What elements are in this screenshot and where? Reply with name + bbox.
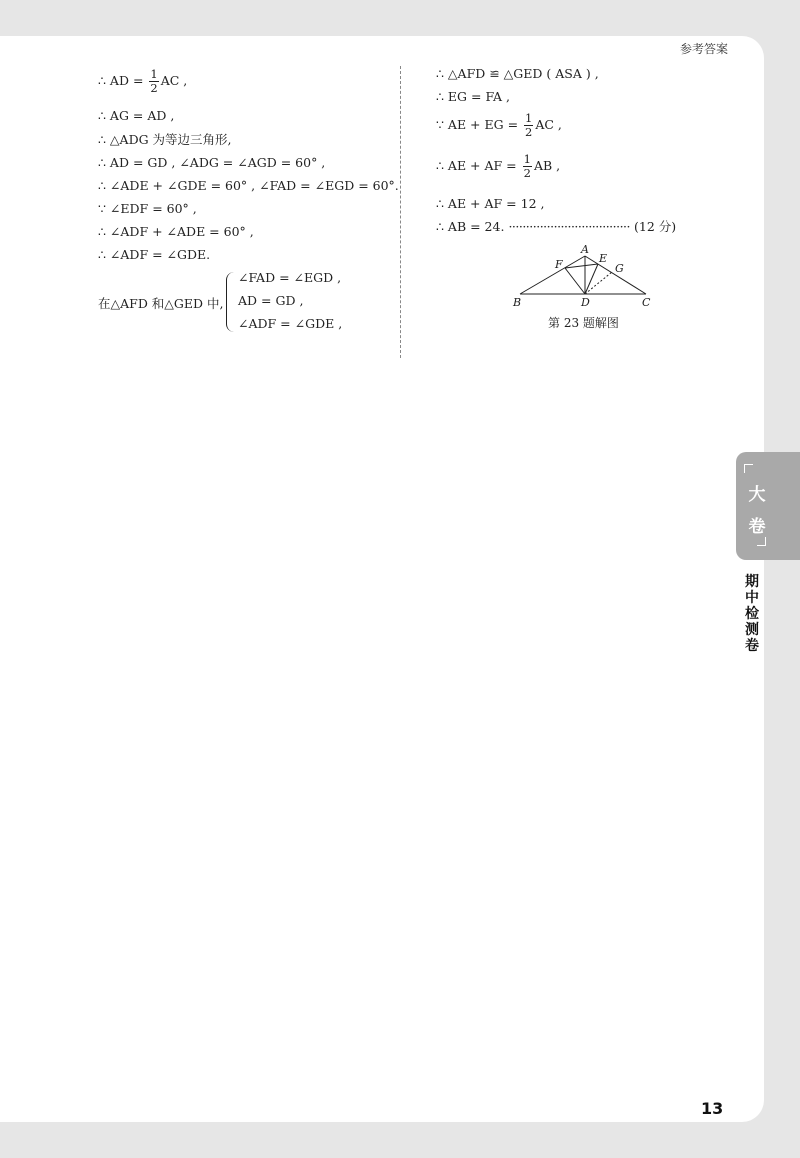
tab-corner-mark [744, 464, 753, 473]
system-condition-2: AD = GD , [238, 293, 304, 308]
proof-line-1-pre: ∴ AD = [98, 73, 148, 88]
proof-line-r6-text: ∴ AB = 24. [436, 219, 505, 234]
point-label-D: D [581, 296, 590, 309]
segment-BA [520, 256, 585, 294]
fraction-numerator: 1 [150, 67, 158, 81]
proof-line-8: ∴ ∠ADF = ∠GDE. [98, 247, 211, 262]
segment-FD [565, 268, 585, 294]
proof-line-r3 [436, 112, 562, 139]
fraction-half [149, 68, 158, 95]
proof-line-r6 [436, 219, 676, 235]
point-label-A: A [581, 243, 589, 256]
proof-line-4: ∴ AD = GD , ∠ADG = ∠AGD = 60° , [98, 155, 326, 170]
figure-caption: 第 23 题解图 [548, 316, 619, 330]
proof-line-r4-pre: ∴ AE + AF = [436, 158, 521, 173]
section-tab[interactable] [736, 452, 800, 560]
fraction-numerator: 1 [523, 152, 531, 166]
tab-corner-mark [757, 537, 766, 546]
proof-line-1 [98, 68, 187, 95]
point-label-F: F [555, 258, 563, 271]
tab-char-2: 卷 [748, 517, 766, 537]
proof-line-3: ∴ △ADG 为等边三角形, [98, 132, 232, 147]
proof-line-r5: ∴ AE + AF = 12 , [436, 196, 545, 211]
fraction-half [524, 112, 533, 139]
proof-line-5: ∴ ∠ADE + ∠GDE = 60° , ∠FAD = ∠EGD = 60°. [98, 178, 399, 193]
section-vertical-label: 期中检测卷 [745, 574, 759, 654]
score-label: (12 分) [634, 219, 677, 234]
header-label: 参考答案 [679, 42, 728, 56]
system-condition-1: ∠FAD = ∠EGD , [238, 270, 342, 285]
point-label-G: G [615, 262, 624, 275]
proof-line-r2: ∴ EG = FA , [436, 89, 511, 104]
proof-line-r4 [436, 153, 560, 180]
fraction-denominator: 2 [525, 125, 533, 139]
fraction-denominator: 2 [523, 166, 531, 180]
proof-line-r4-post: AB , [533, 158, 561, 173]
segment-ED [585, 264, 598, 294]
fraction-numerator: 1 [525, 111, 533, 125]
page-number: 13 [701, 1099, 724, 1118]
point-label-E: E [599, 252, 608, 265]
point-label-B: B [513, 296, 522, 309]
proof-line-7: ∴ ∠ADF + ∠ADE = 60° , [98, 224, 254, 239]
proof-line-1-post: AC , [160, 73, 188, 88]
fraction-half [523, 153, 532, 180]
proof-line-2: ∴ AG = AD , [98, 108, 175, 123]
geometry-figure [510, 242, 660, 314]
point-label-C: C [642, 296, 651, 309]
fraction-denominator: 2 [150, 81, 158, 95]
system-lead: 在△AFD 和△GED 中, [98, 296, 224, 311]
tab-char-1: 大 [748, 485, 766, 505]
proof-line-r3-pre: ∵ AE + EG = [436, 117, 523, 132]
proof-line-6: ∵ ∠EDF = 60° , [98, 201, 197, 216]
score-leader-dots: ··································· [508, 219, 631, 234]
proof-line-r3-post: AC , [535, 117, 562, 132]
answer-page [0, 36, 764, 1122]
left-brace [226, 272, 235, 332]
column-divider [400, 66, 401, 358]
proof-line-r1: ∴ △AFD ≌ △GED ( ASA ) , [436, 66, 599, 81]
system-condition-3: ∠ADF = ∠GDE , [238, 316, 343, 331]
segment-DG-dashed [585, 272, 612, 294]
